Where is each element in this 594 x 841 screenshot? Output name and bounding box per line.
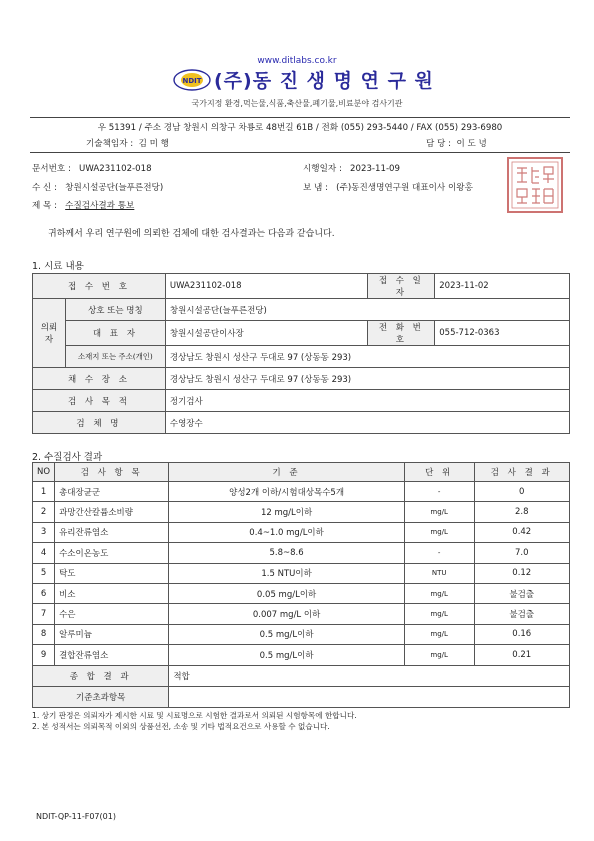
- row-result: 2.8: [474, 502, 570, 522]
- row-no: 3: [33, 522, 55, 542]
- client-label: 의뢰자: [33, 299, 66, 368]
- address-value: 경상남도 창원시 성산구 두대로 97 (상동동 293): [165, 346, 569, 368]
- sampling-value: 경상남도 창원시 성산구 두대로 97 (상동동 293): [165, 368, 569, 390]
- row-item: 수소이온농도: [55, 543, 169, 563]
- svg-text:NDIT: NDIT: [182, 77, 202, 85]
- row-item: 알루미늄: [55, 624, 169, 644]
- row-standard: 1.5 NTU이하: [169, 563, 405, 583]
- address-box: [30, 117, 570, 153]
- person-in-charge: 담 당 : 이 도 녕: [426, 139, 487, 149]
- row-result: 불검출: [474, 583, 570, 603]
- purpose-value: 정기검사: [165, 390, 569, 412]
- row-item: 비소: [55, 583, 169, 603]
- row-standard: 0.5 mg/L이하: [169, 645, 405, 665]
- col-no: NO: [33, 463, 55, 482]
- certification-line: 국가지정 환경,먹는물,식품,축산물,폐기물,비료분야 검사기관: [191, 99, 403, 108]
- address-label: 소재지 또는 주소(개인): [65, 346, 165, 368]
- doc-number: 문서번호 : UWA231102-018: [32, 164, 152, 174]
- row-result: 0.16: [474, 624, 570, 644]
- row-result: 0.42: [474, 522, 570, 542]
- website-url: www.ditlabs.co.kr: [257, 56, 337, 66]
- overall-value: 적합: [169, 665, 570, 686]
- result-row: [33, 482, 570, 502]
- receipt-date-value: 2023-11-02: [435, 274, 570, 299]
- row-item: 결합잔류염소: [55, 645, 169, 665]
- result-row: [33, 583, 570, 603]
- row-standard: 12 mg/L이하: [169, 502, 405, 522]
- row-standard: 0.007 mg/L 이하: [169, 604, 405, 624]
- sample-value: 수영장수: [165, 412, 569, 434]
- recipient: 수 신 : 창원시설공단(늘푸른전당): [32, 183, 164, 193]
- results-table: [32, 462, 570, 708]
- row-item: 총대장균군: [55, 482, 169, 502]
- result-row: [33, 502, 570, 522]
- exceed-value: [169, 686, 570, 707]
- intro-text: 귀하께서 우리 연구원에 의뢰한 검체에 대한 검사결과는 다음과 같습니다.: [48, 229, 335, 239]
- row-no: 4: [33, 543, 55, 563]
- row-no: 2: [33, 502, 55, 522]
- row-result: 0.12: [474, 563, 570, 583]
- result-row: [33, 522, 570, 542]
- subject-text: 수질검사결과 통보: [65, 201, 135, 211]
- issue-date: 시행일자 : 2023-11-09: [303, 164, 400, 174]
- row-item: 탁도: [55, 563, 169, 583]
- company-label: 상호 또는 명칭: [65, 299, 165, 321]
- company-value: 창원시설공단(늘푸른전당): [165, 299, 569, 321]
- section1-title: 1. 시료 내용: [32, 261, 84, 272]
- row-item: 수은: [55, 604, 169, 624]
- row-no: 5: [33, 563, 55, 583]
- row-no: 1: [33, 482, 55, 502]
- result-row: [33, 563, 570, 583]
- row-item: 유리잔류염소: [55, 522, 169, 542]
- row-unit: mg/L: [404, 502, 474, 522]
- row-no: 6: [33, 583, 55, 603]
- subject: 제 목 : 수질검사결과 통보: [32, 201, 135, 211]
- row-result: 불검출: [474, 604, 570, 624]
- section2-title: 2. 수질검사 결과: [32, 452, 103, 463]
- row-unit: mg/L: [404, 645, 474, 665]
- ceo-label: 대 표 자: [65, 321, 165, 346]
- col-unit: 단 위: [404, 463, 474, 482]
- sampling-label: 채 수 장 소: [33, 368, 166, 390]
- overall-label: 종 합 결 과: [33, 665, 169, 686]
- tech-manager: 기술책임자 : 김 미 행: [86, 139, 169, 149]
- row-standard: 0.4~1.0 mg/L이하: [169, 522, 405, 542]
- result-row: [33, 645, 570, 665]
- official-seal: [505, 155, 565, 215]
- row-no: 7: [33, 604, 55, 624]
- col-standard: 기 준: [169, 463, 405, 482]
- row-no: 9: [33, 645, 55, 665]
- sample-label: 검 체 명: [33, 412, 166, 434]
- form-code: NDIT-QP-11-F07(01): [36, 812, 116, 821]
- row-result: 0.21: [474, 645, 570, 665]
- col-result: 검 사 결 과: [474, 463, 570, 482]
- row-unit: mg/L: [404, 522, 474, 542]
- row-item: 과망간산칼륨소비량: [55, 502, 169, 522]
- row-result: 7.0: [474, 543, 570, 563]
- phone-label: 전 화 번 호: [368, 321, 435, 346]
- col-item: 검 사 항 목: [55, 463, 169, 482]
- result-row: [33, 604, 570, 624]
- result-row: [33, 543, 570, 563]
- row-unit: -: [404, 482, 474, 502]
- row-unit: mg/L: [404, 624, 474, 644]
- row-result: 0: [474, 482, 570, 502]
- row-standard: 양성2개 이하/시험대상목수5개: [169, 482, 405, 502]
- ceo-value: 창원시설공단이사장: [165, 321, 368, 346]
- organization-name: (주)동 진 생 명 연 구 원: [214, 70, 434, 92]
- row-unit: -: [404, 543, 474, 563]
- note-1: 1. 상기 판정은 의뢰자가 제시한 시료 및 시료명으로 시험한 결과로서 의뢰된 시험항목에 한합니다.: [32, 711, 357, 720]
- notes: [32, 710, 357, 732]
- row-standard: 0.5 mg/L이하: [169, 624, 405, 644]
- exceed-label: 기준초과항목: [33, 686, 169, 707]
- row-unit: mg/L: [404, 604, 474, 624]
- row-unit: mg/L: [404, 583, 474, 603]
- note-2: 2. 본 성적서는 의뢰목적 이외의 상품선전, 소송 및 기타 법적요건으로 사용할 수 없습니다.: [32, 722, 330, 731]
- phone-value: 055-712-0363: [435, 321, 570, 346]
- row-standard: 0.05 mg/L이하: [169, 583, 405, 603]
- purpose-label: 검 사 목 적: [33, 390, 166, 412]
- row-standard: 5.8~8.6: [169, 543, 405, 563]
- row-unit: NTU: [404, 563, 474, 583]
- receipt-date-label: 접 수 일 자: [368, 274, 435, 299]
- address-line: 우 51391 / 주소 경남 창원시 의창구 차룡로 48번길 61B / 전화 (055) 293-5440 / FAX (055) 293-6980: [97, 123, 503, 133]
- sample-info-table: [32, 273, 570, 434]
- sender: 보 냄 : (주)동진생명연구원 대표이사 이왕홍: [303, 183, 473, 193]
- receipt-no-label: 접 수 번 호: [33, 274, 166, 299]
- result-row: [33, 624, 570, 644]
- row-no: 8: [33, 624, 55, 644]
- results-header-row: [33, 463, 570, 482]
- receipt-no-value: UWA231102-018: [165, 274, 368, 299]
- company-logo: [173, 69, 211, 91]
